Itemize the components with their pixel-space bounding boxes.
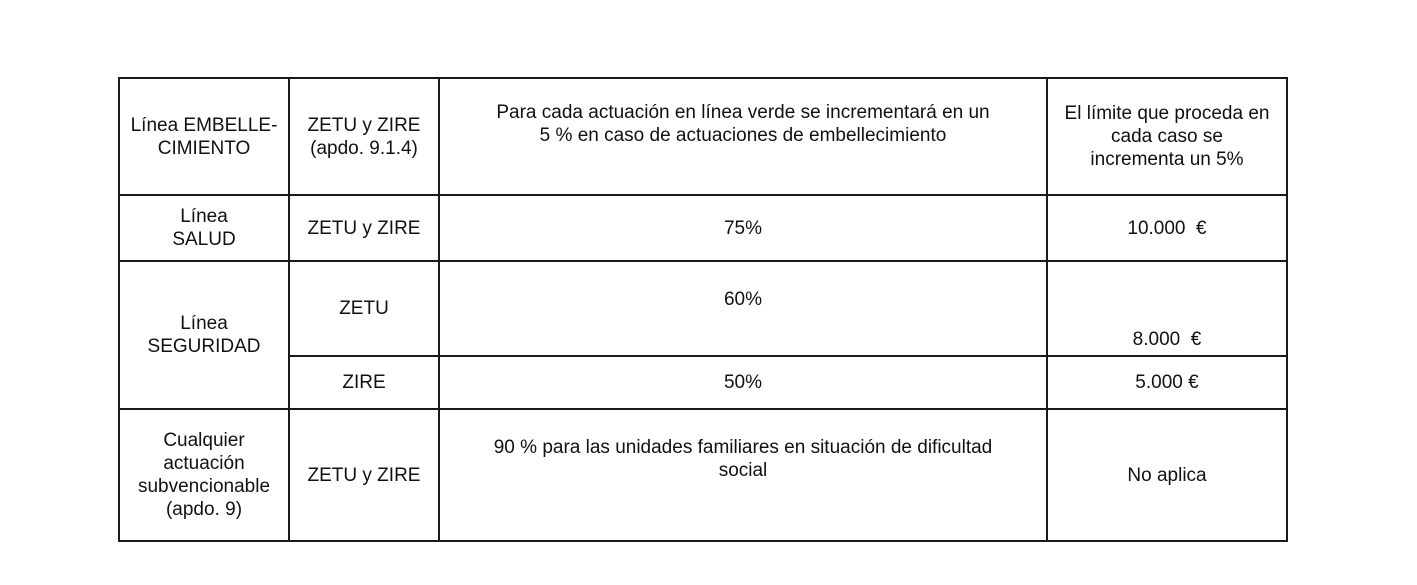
cell-text: Línea [180, 313, 228, 334]
cell-text: 5 % en caso de actuaciones de embellecimiento [539, 125, 947, 146]
cell-linea [119, 409, 289, 541]
cell-linea [119, 78, 289, 195]
cell-zona [289, 356, 439, 409]
cell-text: ZETU y ZIRE [307, 114, 421, 136]
cell-text: ZETU y ZIRE [307, 464, 421, 486]
cell-text: 75% [723, 217, 763, 239]
cell-text: (apdo. 9) [165, 499, 243, 520]
cell-zona [289, 195, 439, 261]
cell-text: 10.000 € [1127, 217, 1207, 239]
table-row-cualquier-actuacion [119, 409, 1287, 541]
cell-text: ZETU [339, 298, 389, 319]
subsidy-table [118, 77, 1288, 542]
cell-text: actuación [163, 453, 245, 474]
cell-text: social [718, 460, 768, 481]
cell-text: cada caso se [1111, 126, 1223, 147]
cell-text: 50% [723, 372, 763, 393]
cell-text: SEGURIDAD [147, 336, 261, 357]
cell-text: 5.000 € [1135, 372, 1199, 393]
cell-text: 60% [723, 289, 763, 310]
cell-text: incrementa un 5% [1090, 149, 1244, 170]
cell-limite [1047, 261, 1287, 356]
cell-text: El límite que proceda en [1064, 103, 1270, 124]
cell-porcentaje [439, 195, 1047, 261]
table-row-seguridad-zire [119, 356, 1287, 409]
cell-limite [1047, 409, 1287, 541]
cell-porcentaje [439, 261, 1047, 356]
cell-text: ZIRE [342, 372, 386, 393]
cell-text: ZETU y ZIRE [307, 217, 421, 239]
table-row-seguridad-zetu [119, 261, 1287, 356]
cell-text: Para cada actuación en línea verde se incrementará en un [496, 102, 990, 123]
cell-text: (apdo. 9.1.4) [310, 137, 418, 159]
cell-zona [289, 78, 439, 195]
cell-text: 90 % para las unidades familiares en situación de dificultad [493, 437, 993, 458]
cell-linea [119, 261, 289, 409]
cell-text: CIMIENTO [157, 137, 251, 159]
cell-limite [1047, 195, 1287, 261]
cell-limite [1047, 78, 1287, 195]
cell-text: No aplica [1127, 464, 1207, 486]
cell-porcentaje [439, 78, 1047, 195]
cell-linea [119, 195, 289, 261]
cell-text: 8.000 € [1132, 329, 1202, 350]
cell-limite [1047, 356, 1287, 409]
cell-zona [289, 409, 439, 541]
table-row-salud [119, 195, 1287, 261]
cell-text: SALUD [172, 229, 236, 250]
cell-porcentaje [439, 356, 1047, 409]
table-row-embellecimiento [119, 78, 1287, 195]
cell-porcentaje [439, 409, 1047, 541]
cell-text: Cualquier [163, 430, 245, 451]
cell-zona [289, 261, 439, 356]
cell-text: Línea EMBELLE- [130, 114, 278, 136]
cell-text: Línea [180, 206, 228, 227]
cell-text: subvencionable [137, 476, 271, 497]
